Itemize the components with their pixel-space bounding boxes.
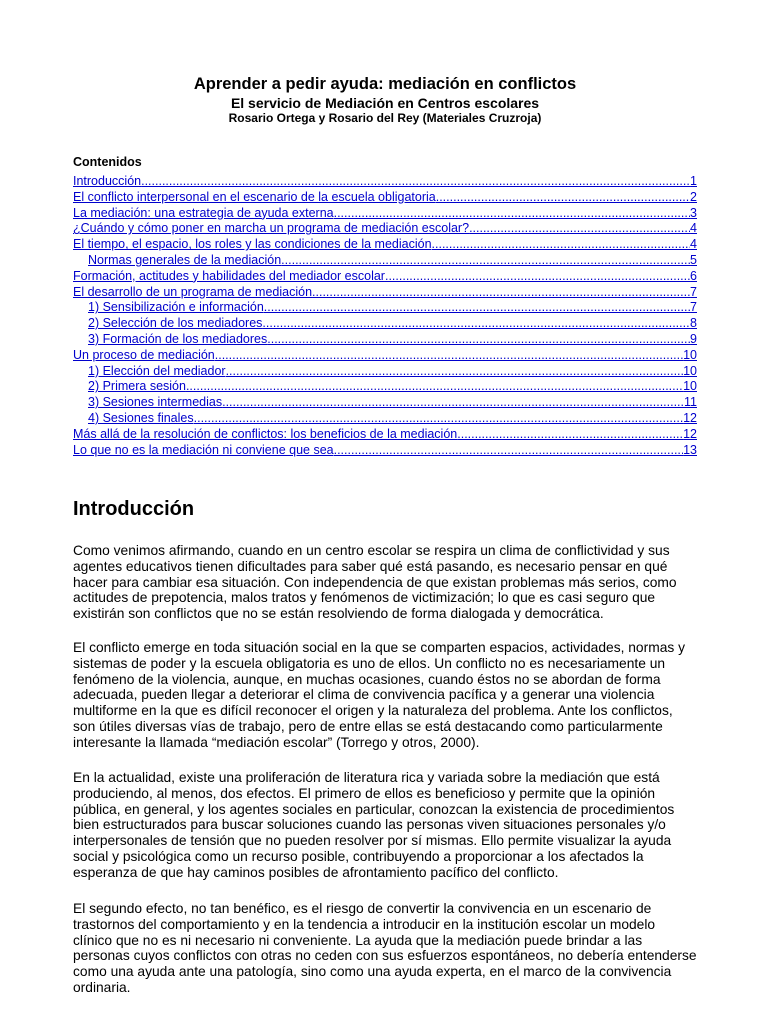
toc-link-primera-sesion[interactable]: 2) Primera sesión ..... 10 (73, 379, 697, 395)
toc-link-cuando-y-como[interactable]: ¿Cuándo y cómo poner en marcha un programa de mediación escolar? ..... 4 (73, 221, 697, 237)
toc-link-proceso-mediacion[interactable]: Un proceso de mediación ..... 10 (73, 348, 697, 364)
document-title: Aprender a pedir ayuda: mediación en conflictos (193, 75, 577, 93)
document-authors: Rosario Ortega y Rosario del Rey (Materiales Cruzroja) (228, 111, 542, 125)
toc-link-mas-alla[interactable]: Más allá de la resolución de conflictos: los beneficios de la mediación ..... 12 (73, 427, 697, 443)
body-paragraph: Como venimos afirmando, cuando en un centro escolar se respira un clima de conflictividad y sus agentes educativos tienen dificultades para saber qué está pasando, es necesario pensar en qué hacer para cambiar esa situación. Con independencia de que existan problemas más serios, como actitudes de prepotencia, malos tratos y fenómenos de victimización; lo que es casi seguro que existirán son conflictos que no se están resolviendo de forma dialogada y democrática. (73, 543, 677, 622)
toc-link-mediacion-estrategia[interactable]: La mediación: una estrategia de ayuda externa ..... 3 (73, 206, 697, 222)
body-paragraph: El segundo efecto, no tan benéfico, es el riesgo de convertir la convivencia en un escenario de trastornos del comportamiento y en la tendencia a introducir en la institución escolar un modelo clínico que no es ni necesario ni conveniente. La ayuda que la mediación puede brindar a las personas cuyos conflictos con otras no ceden con sus esfuerzos espontáneos, no debería entenderse como una ayuda ante una patología, sino como una ayuda experta, en el marco de la convivencia ordinaria. (73, 901, 697, 995)
body-paragraph: El conflicto emerge en toda situación social en la que se comparten espacios, actividades, normas y sistemas de poder y la escuela obligatoria es uno de ellos. Un conflicto no es necesariamente un fenómeno de la violencia, aunque, en muchas ocasiones, cuando éstos no se abordan de forma adecuada, pueden llegar a deteriorar el clima de convivencia pacífica y a generar una violencia multiforme en la que es difícil reconocer el origen y la naturaleza del problema. Ante los conflictos, son útiles diversas vías de trabajo, pero de entre ellas se está destacando como particularmente interesante la llamada “mediación escolar” (Torrego y otros, 2000). (73, 640, 685, 750)
toc-link-lo-que-no-es[interactable]: Lo que no es la mediación ni conviene que sea ..... 13 (73, 443, 697, 459)
toc-link-seleccion-mediadores[interactable]: 2) Selección de los mediadores ..... 8 (73, 316, 697, 332)
toc-heading: Contenidos (73, 155, 142, 169)
toc-link-eleccion-mediador[interactable]: 1) Elección del mediador ..... 10 (73, 364, 697, 380)
toc-link-normas-generales[interactable]: Normas generales de la mediación ..... 5 (73, 253, 697, 269)
toc-link-introduccion[interactable]: Introducción ..... 1 (73, 174, 697, 190)
toc-link-sesiones-intermedias[interactable]: 3) Sesiones intermedias ..... 11 (73, 395, 697, 411)
toc-link-sensibilizacion[interactable]: 1) Sensibilización e información ..... 7 (73, 300, 697, 316)
document-subtitle: El servicio de Mediación en Centros escolares (230, 95, 540, 111)
table-of-contents (73, 174, 697, 458)
section-heading: Introducción (73, 498, 195, 520)
toc-link-conflicto-interpersonal[interactable]: El conflicto interpersonal en el escenario de la escuela obligatoria ..... 2 (73, 190, 697, 206)
toc-link-formacion-mediadores[interactable]: 3) Formación de los mediadores ..... 9 (73, 332, 697, 348)
body-paragraph: En la actualidad, existe una proliferación de literatura rica y variada sobre la mediación que está produciendo, al menos, dos efectos. El primero de ellos es beneficioso y permite que la opinión pública, en general, y los agentes sociales en particular, conozcan la existencia de procedimientos bien estructurados para buscar soluciones cuando las personas viven situaciones personales y/o interpersonales de tensión que no pueden resolver por sí mismas. Ello permite visualizar la ayuda social y psicológica como un recurso posible, contribuyendo a proporcionar a los afectados la esperanza de que hay caminos posibles de afrontamiento pacífico del conflicto. (73, 770, 675, 880)
toc-link-formacion-actitudes[interactable]: Formación, actitudes y habilidades del mediador escolar ..... 6 (73, 269, 697, 285)
toc-link-tiempo-espacio[interactable]: El tiempo, el espacio, los roles y las condiciones de la mediación ..... 4 (73, 237, 697, 253)
toc-link-sesiones-finales[interactable]: 4) Sesiones finales ..... 12 (73, 411, 697, 427)
toc-link-desarrollo-programa[interactable]: El desarrollo de un programa de mediación ..... 7 (73, 285, 697, 301)
